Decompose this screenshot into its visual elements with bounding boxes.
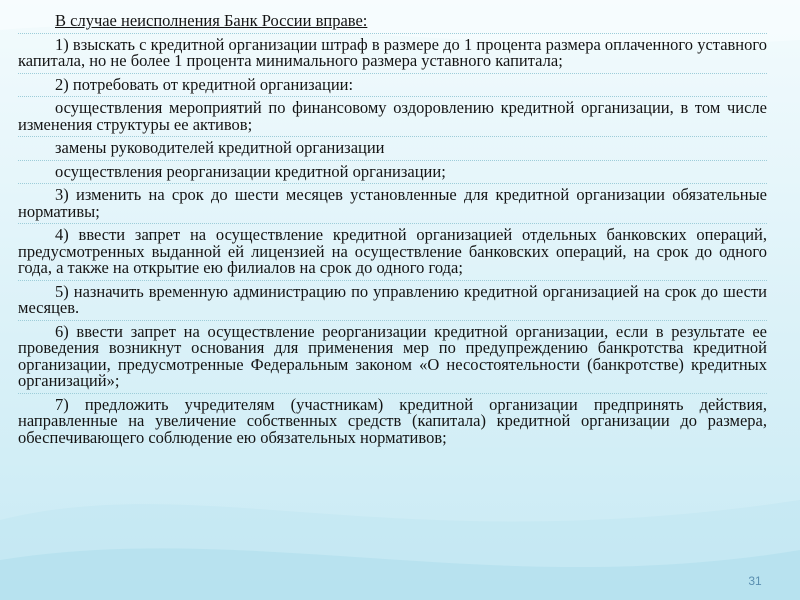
paragraph-2a: осуществления мероприятий по финансовому оздоровлению кредитной организации, в том числе изменения структуры ее активов; bbox=[18, 97, 767, 137]
paragraph-7: 7) предложить учредителям (участникам) кредитной организации предпринять действия, направленные на увеличение собственных средств (капитала) кредитной организации до размера, обеспечивающего соблюдение ею обязательных нормативов; bbox=[18, 394, 767, 447]
paragraph-2b: замены руководителей кредитной организации bbox=[18, 137, 767, 161]
page-number: 31 bbox=[748, 574, 762, 588]
slide-heading bbox=[18, 10, 767, 34]
paragraph-2: 2) потребовать от кредитной организации: bbox=[18, 74, 767, 98]
paragraph-2c: осуществления реорганизации кредитной организации; bbox=[18, 161, 767, 185]
slide-text-body bbox=[18, 10, 767, 449]
heading-text: В случае неисполнения Банк России вправе: bbox=[55, 11, 368, 30]
paragraph-5: 5) назначить временную администрацию по управлению кредитной организацией на срок до шести месяцев. bbox=[18, 281, 767, 321]
paragraph-3: 3) изменить на срок до шести месяцев установленные для кредитной организации обязательные нормативы; bbox=[18, 184, 767, 224]
paragraph-4: 4) ввести запрет на осуществление кредитной организацией отдельных банковских операций, предусмотренных выданной ей лицензией на осуществление банковских операций, на срок до одного года, а также на открытие ею филиалов на срок до одного года; bbox=[18, 224, 767, 281]
paragraph-6: 6) ввести запрет на осуществление реорганизации кредитной организации, если в результате ее проведения возникнут основания для применения мер по предупреждению банкротства кредитной организации, предусмотренные Федеральным законом «О несостоятельности (банкротстве) кредитных организаций»; bbox=[18, 321, 767, 394]
paragraph-1: 1) взыскать с кредитной организации штраф в размере до 1 процента размера оплаченного уставного капитала, но не более 1 процента минимального размера уставного капитала; bbox=[18, 34, 767, 74]
